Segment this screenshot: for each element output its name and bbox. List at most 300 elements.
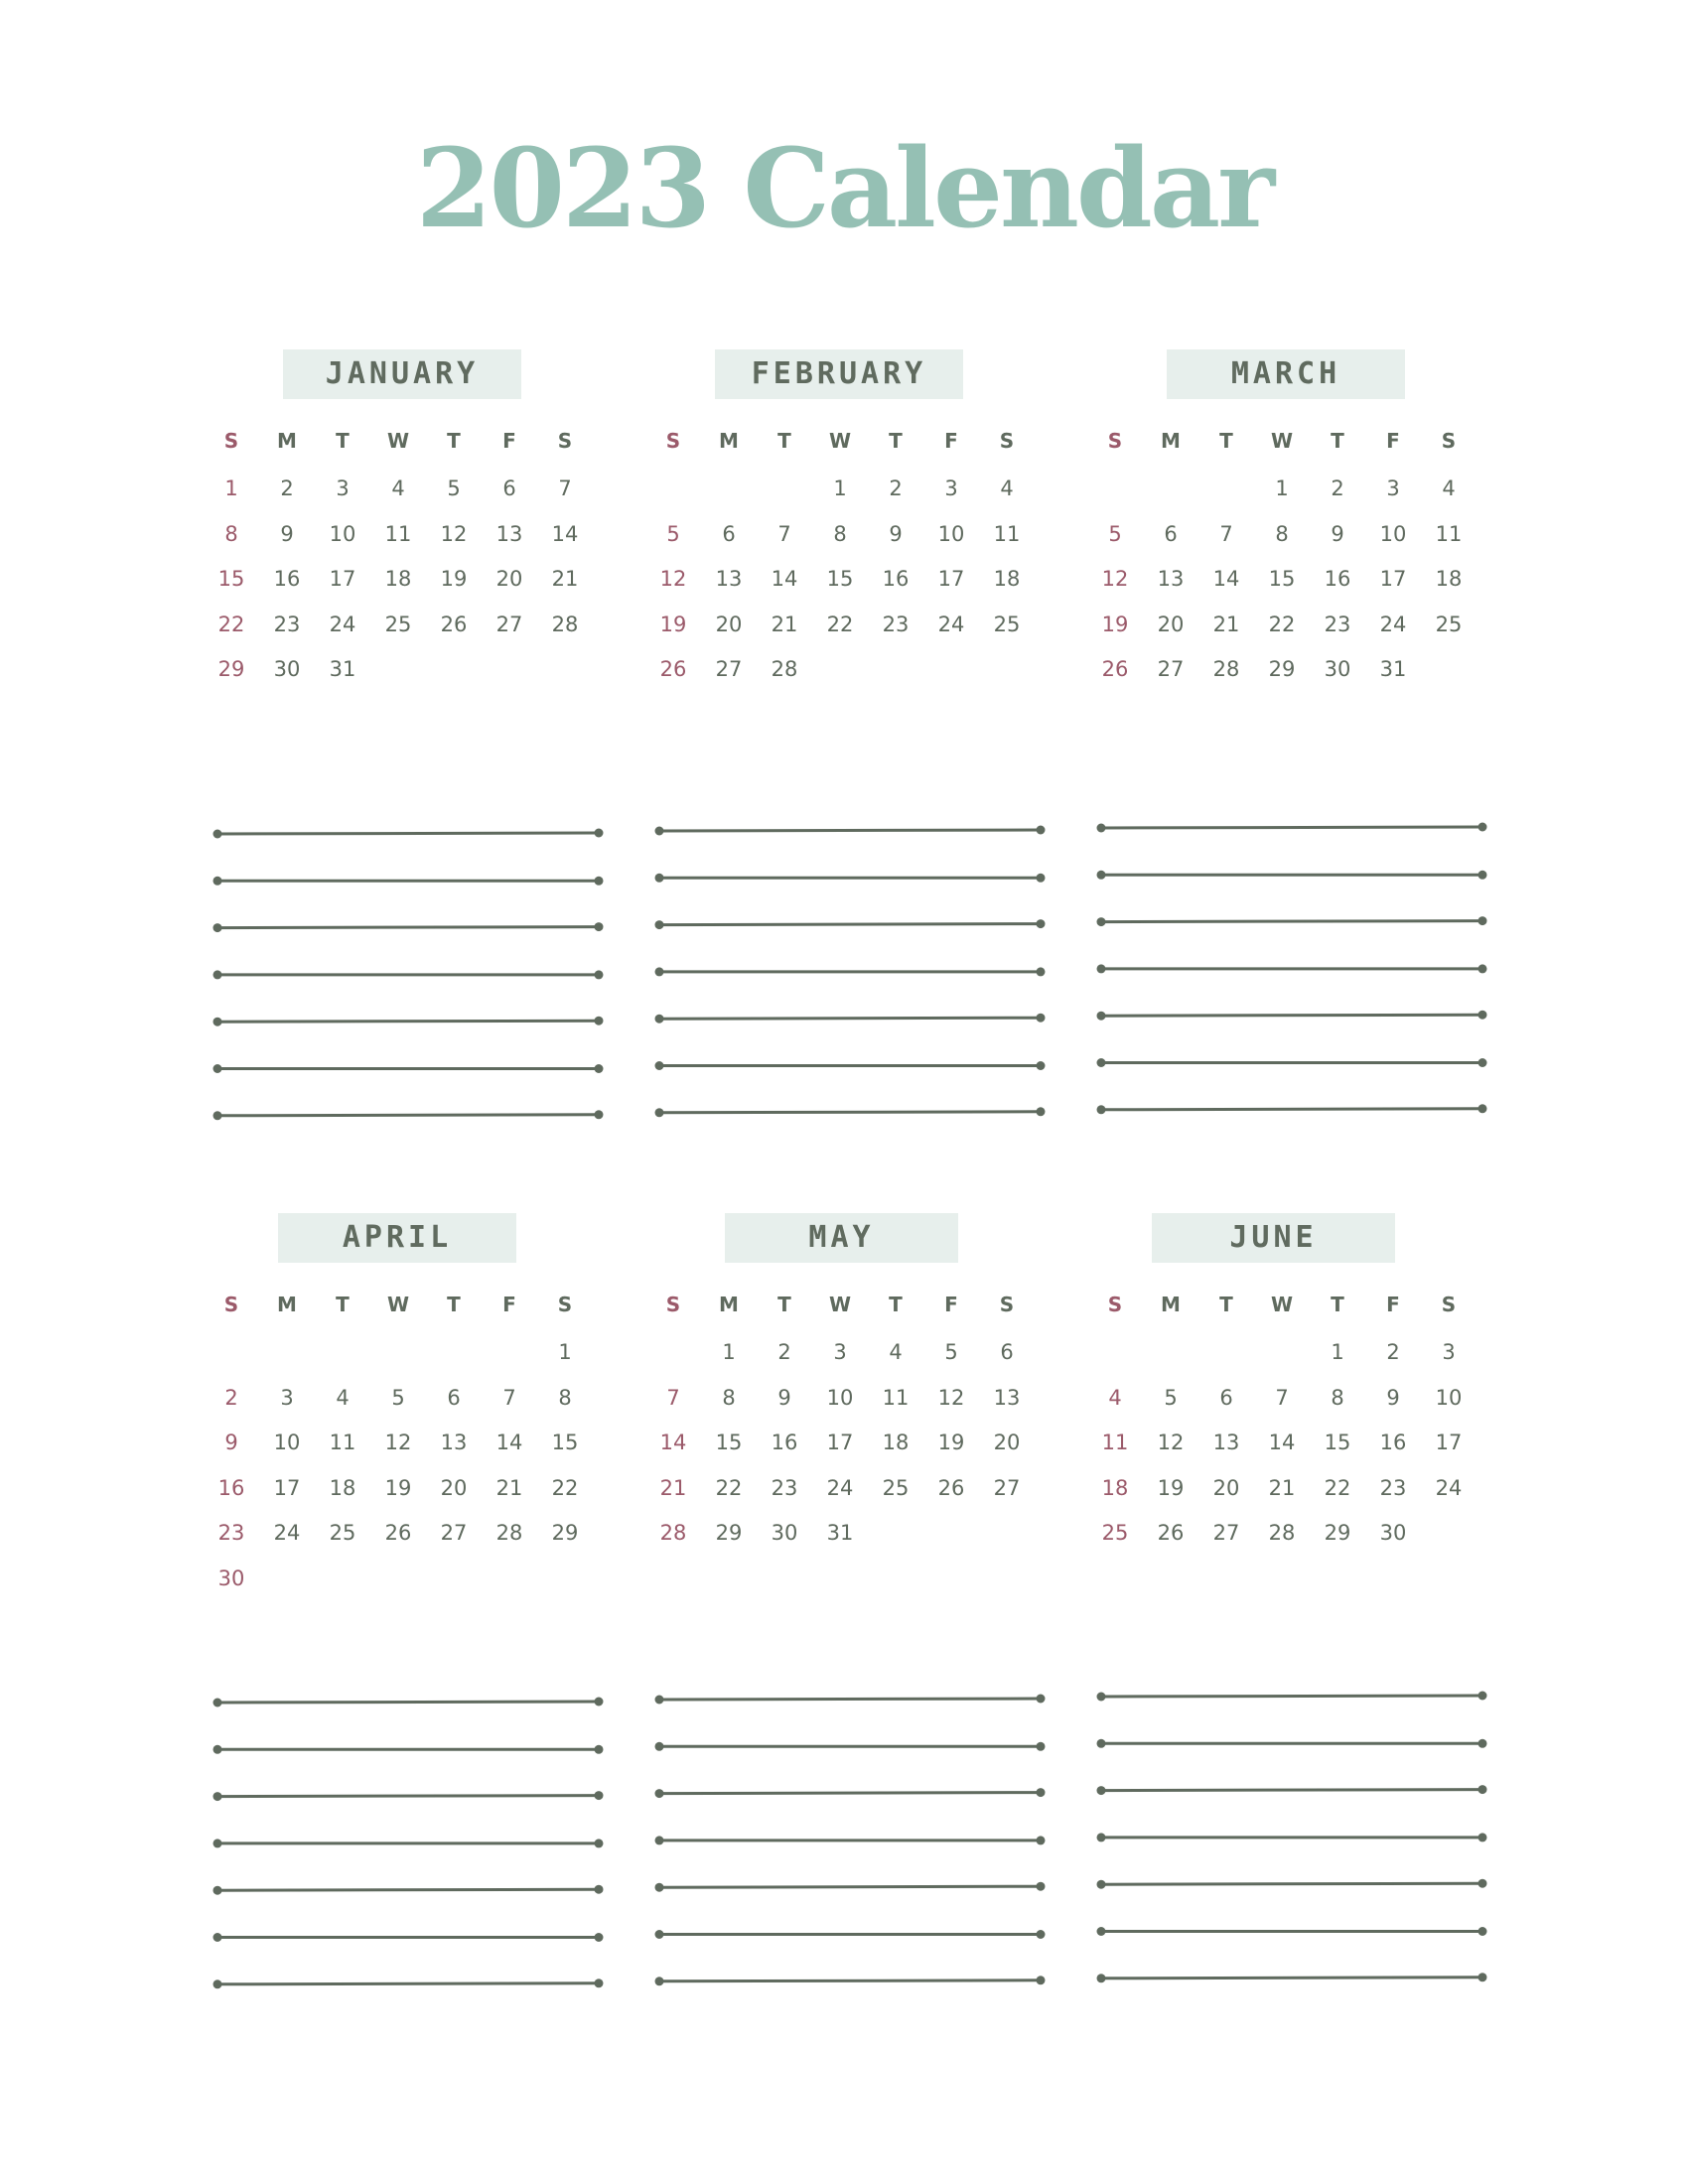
note-line-dot bbox=[1478, 1879, 1487, 1888]
notes-lines bbox=[211, 824, 629, 1122]
note-line-dot bbox=[1037, 1742, 1046, 1751]
note-line-dot bbox=[1097, 1880, 1106, 1889]
notes-lines-svg bbox=[1095, 1687, 1512, 1984]
note-line-dot bbox=[1478, 1927, 1487, 1936]
day-cell: 21 bbox=[771, 612, 798, 636]
day-cell: 16 bbox=[1379, 1431, 1407, 1454]
notes-lines bbox=[1095, 818, 1512, 1116]
day-cell: 26 bbox=[384, 1521, 412, 1545]
weekday-label: T bbox=[447, 429, 461, 453]
note-line-dot bbox=[655, 920, 664, 929]
day-cell: 12 bbox=[440, 521, 468, 546]
day-cell: 24 bbox=[329, 612, 356, 636]
day-cell: 3 bbox=[1442, 1340, 1456, 1364]
note-line-dot bbox=[213, 1018, 222, 1026]
day-cell: 11 bbox=[993, 521, 1021, 546]
month-header: JUNE bbox=[1152, 1213, 1395, 1263]
weekday-label: T bbox=[447, 1293, 461, 1316]
day-cell: 19 bbox=[659, 612, 687, 636]
note-line-dot bbox=[655, 1696, 664, 1705]
day-cell: 19 bbox=[440, 567, 468, 591]
notes-lines-svg bbox=[211, 1693, 629, 1990]
note-line-dot bbox=[1097, 1739, 1106, 1748]
note-line bbox=[1101, 1978, 1482, 1979]
month-header: MAY bbox=[725, 1213, 958, 1263]
note-line-dot bbox=[1478, 823, 1487, 832]
note-line-dot bbox=[595, 1979, 604, 1987]
day-cell: 27 bbox=[1157, 657, 1185, 681]
note-line-dot bbox=[1037, 1882, 1046, 1891]
day-cell: 6 bbox=[502, 477, 516, 500]
month-header: APRIL bbox=[278, 1213, 516, 1263]
day-cell: 7 bbox=[777, 521, 791, 546]
day-cell: 24 bbox=[1379, 612, 1407, 636]
note-line-dot bbox=[655, 967, 664, 976]
note-line-dot bbox=[1478, 871, 1487, 880]
day-cell: 23 bbox=[1379, 1475, 1407, 1500]
day-cell: 4 bbox=[889, 1340, 903, 1364]
day-cell: 15 bbox=[1268, 567, 1296, 591]
day-cell: 6 bbox=[447, 1385, 461, 1410]
day-cell: 26 bbox=[937, 1475, 965, 1500]
weekday-label: T bbox=[1331, 429, 1344, 453]
note-line-dot bbox=[213, 923, 222, 932]
day-cell: 11 bbox=[1101, 1431, 1129, 1454]
day-cell: 1 bbox=[833, 477, 847, 500]
weekday-label: S bbox=[665, 1293, 681, 1316]
weekday-label: F bbox=[944, 1293, 958, 1316]
note-line-dot bbox=[213, 1064, 222, 1073]
day-cell: 7 bbox=[502, 1385, 516, 1410]
weekday-label: M bbox=[277, 429, 297, 453]
weekday-label: W bbox=[1270, 429, 1294, 453]
day-cell: 7 bbox=[1219, 521, 1233, 546]
day-cell: 20 bbox=[495, 567, 523, 591]
note-line-dot bbox=[595, 1839, 604, 1847]
weekday-label: T bbox=[1219, 429, 1233, 453]
notes-lines-svg bbox=[653, 1690, 1070, 1987]
day-cell: 5 bbox=[944, 1340, 958, 1364]
day-cell: 31 bbox=[329, 657, 356, 681]
note-line bbox=[217, 1021, 599, 1022]
note-line-dot bbox=[213, 970, 222, 979]
day-cell: 6 bbox=[1219, 1385, 1233, 1410]
note-line-dot bbox=[213, 1792, 222, 1801]
note-line-dot bbox=[213, 1699, 222, 1707]
day-cell: 22 bbox=[826, 612, 854, 636]
day-cell: 11 bbox=[329, 1431, 356, 1454]
weekday-label: F bbox=[502, 429, 516, 453]
day-cell: 1 bbox=[1331, 1340, 1344, 1364]
day-cell: 14 bbox=[551, 521, 579, 546]
weekday-label: F bbox=[1386, 429, 1400, 453]
weekday-label: W bbox=[1270, 1293, 1294, 1316]
day-cell: 9 bbox=[224, 1431, 238, 1454]
day-cell: 28 bbox=[771, 657, 798, 681]
note-line bbox=[1101, 1109, 1482, 1110]
day-cell: 7 bbox=[558, 477, 572, 500]
day-cell: 21 bbox=[1212, 612, 1240, 636]
day-cell: 24 bbox=[826, 1475, 854, 1500]
note-line-dot bbox=[655, 827, 664, 836]
note-line bbox=[1101, 827, 1482, 828]
day-cell: 28 bbox=[1268, 1521, 1296, 1545]
weekday-label: S bbox=[223, 429, 239, 453]
note-line-dot bbox=[1478, 1739, 1487, 1748]
weekday-label: S bbox=[223, 1293, 239, 1316]
note-line-dot bbox=[655, 1836, 664, 1844]
day-cell: 25 bbox=[1101, 1521, 1129, 1545]
day-cell: 30 bbox=[771, 1521, 798, 1545]
note-line bbox=[217, 927, 599, 928]
day-cell: 22 bbox=[715, 1475, 743, 1500]
notes-lines-svg bbox=[653, 821, 1070, 1119]
day-cell: 17 bbox=[937, 567, 965, 591]
day-cell: 8 bbox=[1331, 1385, 1344, 1410]
day-cell: 15 bbox=[826, 567, 854, 591]
day-cell: 16 bbox=[882, 567, 910, 591]
weekday-label: S bbox=[557, 429, 573, 453]
day-cell: 20 bbox=[993, 1431, 1021, 1454]
day-cell: 5 bbox=[1164, 1385, 1178, 1410]
page-title: 2023 Calendar bbox=[415, 124, 1273, 252]
day-cell: 22 bbox=[1268, 612, 1296, 636]
day-cell: 25 bbox=[993, 612, 1021, 636]
note-line bbox=[1101, 921, 1482, 922]
day-cell: 22 bbox=[1324, 1475, 1351, 1500]
day-cell: 30 bbox=[1379, 1521, 1407, 1545]
day-cell: 5 bbox=[1108, 521, 1122, 546]
day-cell: 17 bbox=[826, 1431, 854, 1454]
day-cell: 30 bbox=[217, 1566, 245, 1590]
note-line-dot bbox=[1097, 1012, 1106, 1021]
notes-lines bbox=[1095, 1687, 1512, 1984]
day-cell: 13 bbox=[1212, 1431, 1240, 1454]
day-cell: 12 bbox=[937, 1385, 965, 1410]
day-cell: 15 bbox=[715, 1431, 743, 1454]
day-cell: 25 bbox=[1435, 612, 1463, 636]
note-line-dot bbox=[1097, 1105, 1106, 1114]
day-cell: 14 bbox=[771, 567, 798, 591]
note-line-dot bbox=[1097, 964, 1106, 973]
day-cell: 29 bbox=[715, 1521, 743, 1545]
day-cell: 6 bbox=[1000, 1340, 1014, 1364]
day-cell: 13 bbox=[715, 567, 743, 591]
note-line-dot bbox=[1478, 1973, 1487, 1981]
note-line bbox=[217, 1115, 599, 1116]
note-line-dot bbox=[1037, 1695, 1046, 1704]
day-cell: 9 bbox=[1331, 521, 1344, 546]
day-cell: 19 bbox=[1157, 1475, 1185, 1500]
weekday-label: F bbox=[502, 1293, 516, 1316]
notes-lines-svg bbox=[1095, 818, 1512, 1116]
day-cell: 27 bbox=[495, 612, 523, 636]
note-line-dot bbox=[595, 1017, 604, 1025]
note-line-dot bbox=[1097, 1693, 1106, 1702]
note-line-dot bbox=[213, 1111, 222, 1120]
day-cell: 10 bbox=[826, 1385, 854, 1410]
note-line-dot bbox=[655, 1742, 664, 1751]
day-cell: 1 bbox=[722, 1340, 736, 1364]
note-line-dot bbox=[1478, 964, 1487, 973]
note-line-dot bbox=[1037, 1107, 1046, 1116]
day-cell: 22 bbox=[217, 612, 245, 636]
day-cell: 26 bbox=[659, 657, 687, 681]
day-cell: 17 bbox=[1379, 567, 1407, 591]
day-cell: 28 bbox=[1212, 657, 1240, 681]
note-line-dot bbox=[1097, 1058, 1106, 1067]
day-cell: 25 bbox=[329, 1521, 356, 1545]
day-cell: 18 bbox=[384, 567, 412, 591]
note-line-dot bbox=[1037, 1976, 1046, 1984]
note-line-dot bbox=[213, 830, 222, 839]
notes-lines bbox=[211, 1693, 629, 1990]
note-line bbox=[217, 1889, 599, 1890]
note-line-dot bbox=[1097, 1786, 1106, 1795]
weekday-label: S bbox=[1441, 1293, 1457, 1316]
day-cell: 26 bbox=[1101, 657, 1129, 681]
note-line bbox=[659, 1886, 1041, 1887]
weekday-label: M bbox=[1161, 1293, 1181, 1316]
day-cell: 11 bbox=[384, 521, 412, 546]
weekday-label: M bbox=[1161, 429, 1181, 453]
note-line bbox=[217, 1983, 599, 1984]
weekday-label: M bbox=[719, 1293, 739, 1316]
note-line-dot bbox=[595, 970, 604, 979]
day-cell: 21 bbox=[659, 1475, 687, 1500]
note-line bbox=[217, 1796, 599, 1797]
day-cell: 19 bbox=[937, 1431, 965, 1454]
note-line-dot bbox=[595, 1698, 604, 1706]
day-cell: 9 bbox=[1386, 1385, 1400, 1410]
weekday-label: W bbox=[828, 429, 852, 453]
day-cell: 10 bbox=[273, 1431, 301, 1454]
note-line-dot bbox=[595, 1933, 604, 1942]
note-line-dot bbox=[655, 1883, 664, 1892]
note-line-dot bbox=[1037, 967, 1046, 976]
weekday-label: T bbox=[1219, 1293, 1233, 1316]
weekday-label: T bbox=[889, 429, 903, 453]
note-line bbox=[659, 830, 1041, 831]
day-cell: 18 bbox=[993, 567, 1021, 591]
note-line-dot bbox=[595, 829, 604, 838]
day-cell: 13 bbox=[495, 521, 523, 546]
weekday-label: W bbox=[386, 1293, 410, 1316]
day-cell: 12 bbox=[1101, 567, 1129, 591]
day-cell: 20 bbox=[1157, 612, 1185, 636]
day-cell: 15 bbox=[217, 567, 245, 591]
day-cell: 16 bbox=[217, 1475, 245, 1500]
note-line-dot bbox=[1478, 1833, 1487, 1842]
day-cell: 28 bbox=[495, 1521, 523, 1545]
note-line-dot bbox=[1478, 1058, 1487, 1067]
day-cell: 14 bbox=[659, 1431, 687, 1454]
day-cell: 4 bbox=[1000, 477, 1014, 500]
note-line-dot bbox=[213, 1886, 222, 1895]
day-cell: 29 bbox=[217, 657, 245, 681]
note-line-dot bbox=[1097, 824, 1106, 833]
note-line-dot bbox=[595, 1110, 604, 1119]
note-line bbox=[659, 924, 1041, 925]
weekday-label: M bbox=[719, 429, 739, 453]
day-cell: 23 bbox=[1324, 612, 1351, 636]
day-cell: 6 bbox=[1164, 521, 1178, 546]
day-cell: 23 bbox=[217, 1521, 245, 1545]
month-header: JANUARY bbox=[283, 349, 521, 399]
day-cell: 29 bbox=[1268, 657, 1296, 681]
day-cell: 8 bbox=[1275, 521, 1289, 546]
day-cell: 20 bbox=[1212, 1475, 1240, 1500]
day-cell: 5 bbox=[391, 1385, 405, 1410]
day-cell: 16 bbox=[1324, 567, 1351, 591]
note-line bbox=[217, 1702, 599, 1703]
weekday-label: T bbox=[1331, 1293, 1344, 1316]
day-cell: 7 bbox=[1275, 1385, 1289, 1410]
notes-lines bbox=[653, 1690, 1070, 1987]
day-cell: 27 bbox=[1212, 1521, 1240, 1545]
note-line-dot bbox=[213, 877, 222, 886]
day-cell: 26 bbox=[1157, 1521, 1185, 1545]
note-line-dot bbox=[655, 874, 664, 883]
day-cell: 2 bbox=[1386, 1340, 1400, 1364]
day-cell: 3 bbox=[280, 1385, 294, 1410]
day-cell: 5 bbox=[666, 521, 680, 546]
weekday-label: T bbox=[336, 429, 350, 453]
note-line-dot bbox=[1097, 1927, 1106, 1936]
day-cell: 10 bbox=[329, 521, 356, 546]
day-cell: 29 bbox=[1324, 1521, 1351, 1545]
day-cell: 24 bbox=[937, 612, 965, 636]
day-cell: 21 bbox=[551, 567, 579, 591]
note-line-dot bbox=[1478, 1104, 1487, 1113]
day-cell: 17 bbox=[329, 567, 356, 591]
day-cell: 2 bbox=[1331, 477, 1344, 500]
note-line-dot bbox=[1097, 917, 1106, 926]
note-line-dot bbox=[213, 1745, 222, 1754]
day-cell: 8 bbox=[722, 1385, 736, 1410]
day-cell: 27 bbox=[715, 657, 743, 681]
day-cell: 5 bbox=[447, 477, 461, 500]
day-cell: 4 bbox=[391, 477, 405, 500]
note-line-dot bbox=[655, 1977, 664, 1985]
note-line bbox=[217, 833, 599, 834]
day-cell: 23 bbox=[771, 1475, 798, 1500]
note-line-dot bbox=[213, 1839, 222, 1847]
weekday-label: W bbox=[386, 429, 410, 453]
day-cell: 2 bbox=[889, 477, 903, 500]
month-header: MARCH bbox=[1167, 349, 1405, 399]
day-cell: 9 bbox=[280, 521, 294, 546]
day-cell: 2 bbox=[280, 477, 294, 500]
day-cell: 16 bbox=[771, 1431, 798, 1454]
weekday-label: S bbox=[999, 1293, 1015, 1316]
day-cell: 30 bbox=[1324, 657, 1351, 681]
day-cell: 9 bbox=[777, 1385, 791, 1410]
day-cell: 27 bbox=[993, 1475, 1021, 1500]
day-cell: 18 bbox=[882, 1431, 910, 1454]
note-line-dot bbox=[1037, 1014, 1046, 1023]
day-cell: 11 bbox=[1435, 521, 1463, 546]
note-line bbox=[659, 1112, 1041, 1113]
day-cell: 21 bbox=[1268, 1475, 1296, 1500]
note-line bbox=[659, 1699, 1041, 1700]
day-cell: 13 bbox=[440, 1431, 468, 1454]
note-line-dot bbox=[595, 1791, 604, 1800]
day-cell: 8 bbox=[833, 521, 847, 546]
day-cell: 18 bbox=[329, 1475, 356, 1500]
note-line-dot bbox=[595, 1885, 604, 1894]
weekday-label: S bbox=[1107, 1293, 1123, 1316]
notes-lines-svg bbox=[211, 824, 629, 1122]
day-cell: 14 bbox=[1268, 1431, 1296, 1454]
day-cell: 12 bbox=[659, 567, 687, 591]
day-cell: 3 bbox=[944, 477, 958, 500]
day-cell: 29 bbox=[551, 1521, 579, 1545]
note-line-dot bbox=[1478, 916, 1487, 925]
day-cell: 6 bbox=[722, 521, 736, 546]
day-cell: 17 bbox=[273, 1475, 301, 1500]
weekday-label: T bbox=[336, 1293, 350, 1316]
day-cell: 31 bbox=[1379, 657, 1407, 681]
day-cell: 20 bbox=[440, 1475, 468, 1500]
day-cell: 22 bbox=[551, 1475, 579, 1500]
day-cell: 3 bbox=[336, 477, 350, 500]
day-cell: 14 bbox=[495, 1431, 523, 1454]
note-line-dot bbox=[1097, 1974, 1106, 1982]
note-line-dot bbox=[1037, 1061, 1046, 1070]
weekday-label: S bbox=[999, 429, 1015, 453]
notes-lines bbox=[653, 821, 1070, 1119]
day-cell: 13 bbox=[1157, 567, 1185, 591]
note-line-dot bbox=[1478, 1692, 1487, 1701]
note-line-dot bbox=[595, 1745, 604, 1754]
day-cell: 1 bbox=[1275, 477, 1289, 500]
note-line-dot bbox=[595, 877, 604, 886]
day-cell: 4 bbox=[336, 1385, 350, 1410]
note-line bbox=[1101, 1015, 1482, 1016]
day-cell: 16 bbox=[273, 567, 301, 591]
day-cell: 23 bbox=[882, 612, 910, 636]
day-cell: 2 bbox=[777, 1340, 791, 1364]
day-cell: 21 bbox=[495, 1475, 523, 1500]
day-cell: 20 bbox=[715, 612, 743, 636]
day-cell: 27 bbox=[440, 1521, 468, 1545]
day-cell: 31 bbox=[826, 1521, 854, 1545]
day-cell: 18 bbox=[1435, 567, 1463, 591]
weekday-label: F bbox=[1386, 1293, 1400, 1316]
day-cell: 10 bbox=[937, 521, 965, 546]
day-cell: 3 bbox=[1386, 477, 1400, 500]
month-header: FEBRUARY bbox=[715, 349, 963, 399]
note-line-dot bbox=[1037, 1788, 1046, 1797]
day-cell: 4 bbox=[1108, 1385, 1122, 1410]
day-cell: 8 bbox=[558, 1385, 572, 1410]
day-cell: 10 bbox=[1435, 1385, 1463, 1410]
note-line-dot bbox=[213, 1933, 222, 1942]
day-cell: 25 bbox=[384, 612, 412, 636]
day-cell: 13 bbox=[993, 1385, 1021, 1410]
day-cell: 2 bbox=[224, 1385, 238, 1410]
day-cell: 4 bbox=[1442, 477, 1456, 500]
day-cell: 17 bbox=[1435, 1431, 1463, 1454]
note-line-dot bbox=[1097, 871, 1106, 880]
note-line bbox=[1101, 1883, 1482, 1884]
day-cell: 24 bbox=[1435, 1475, 1463, 1500]
day-cell: 18 bbox=[1101, 1475, 1129, 1500]
note-line bbox=[1101, 1790, 1482, 1791]
note-line-dot bbox=[1037, 1930, 1046, 1939]
day-cell: 1 bbox=[224, 477, 238, 500]
